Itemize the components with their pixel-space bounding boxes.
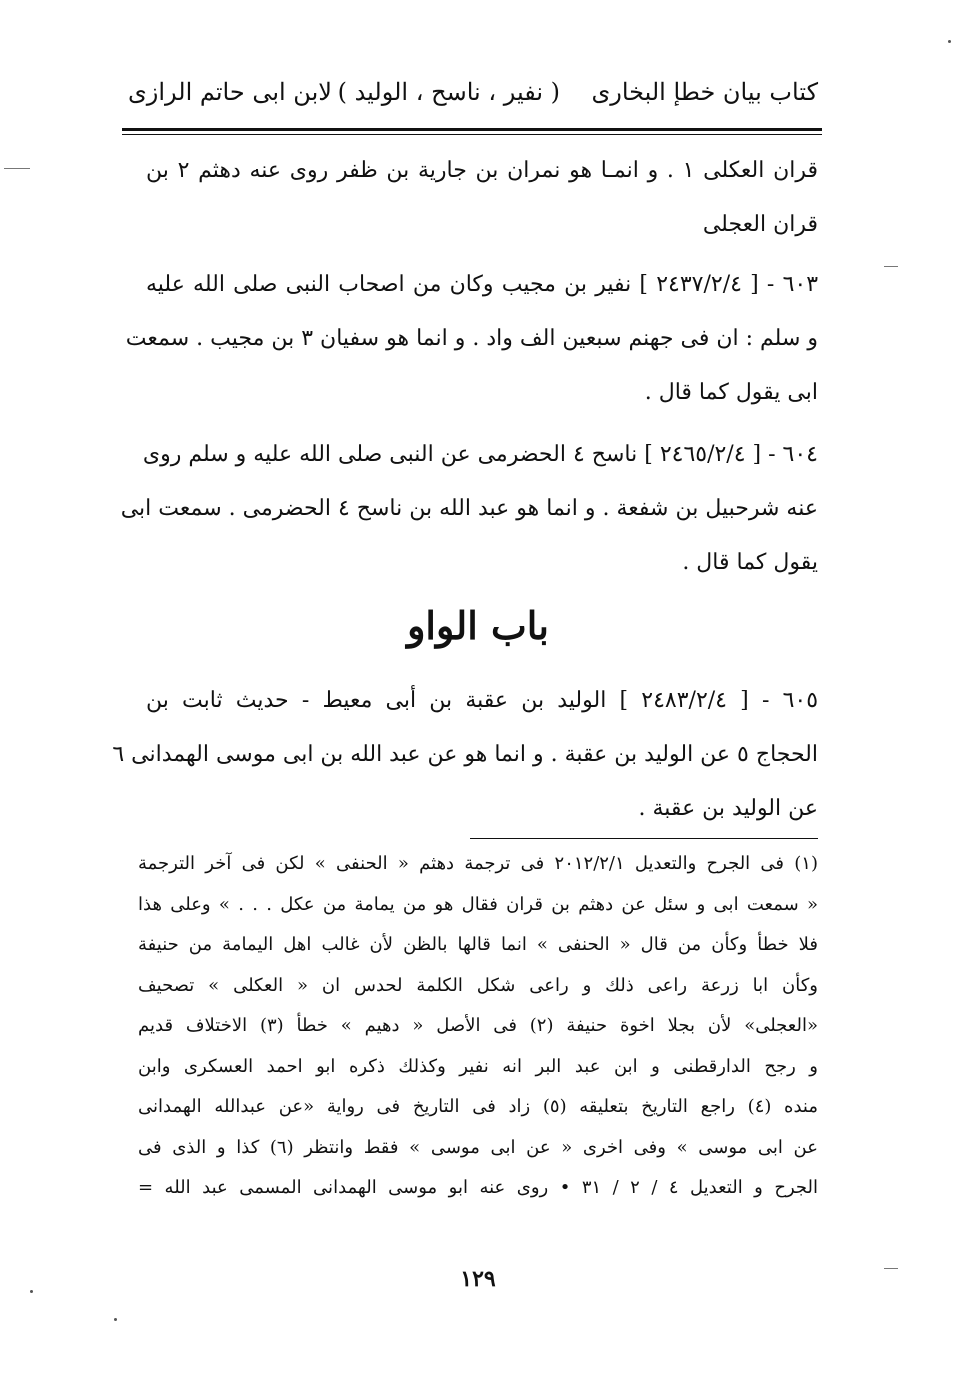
footnote-line: وكأن ابا زرعة راعى ذلك و راعى شكل الكلمة لحدس ان « العكلى » تصحيف bbox=[138, 974, 818, 996]
footnote-line: و رجح الدارقطنى و ابن عبد البر انه نفير وكذلك ذكره ابو احمد العسكرى وابن bbox=[138, 1055, 818, 1077]
running-header bbox=[128, 78, 818, 122]
header-author: لابن ابى حاتم الرازى bbox=[128, 78, 332, 106]
text-line: عن الوليد بن عقبة . bbox=[638, 796, 818, 821]
footnote-separator bbox=[470, 838, 818, 839]
entry-603 bbox=[125, 266, 819, 428]
footnote-line: منده (٤) راجع التاريخ بتعليقه (٥) زاد فى التاريخ فى رواية «عن عبدالله الهمدانى bbox=[138, 1096, 819, 1117]
scan-dot bbox=[948, 40, 951, 43]
footnote-line: «العجلى» لأن بجلا اخوة حنيفة (٢) فى الأصل « دهيم » خطأ (٣) الاختلاف قديم bbox=[138, 1015, 818, 1036]
chapter-heading: باب الواو bbox=[407, 603, 549, 648]
text-line: قران العجلى bbox=[702, 212, 818, 237]
text-line: ٦٠٣ - [ ٢٤٣٧/٢/٤ ] نفير بن مجيب وكان من اصحاب النبى صلى الله عليه bbox=[146, 272, 819, 297]
entry-continuation bbox=[146, 152, 818, 260]
footnote-line: (١) فى الجرح والتعديل ٢٠١٢/٢/١ فى ترجمة دهثم « الحنفى » لكن فى آخر الترجمة bbox=[138, 853, 818, 874]
entry-605 bbox=[112, 682, 819, 844]
text-line: و سلم : ان فى جهنم سبعين الف واد . و انما هو سفيان ٣ بن مجيب . سمعت bbox=[125, 326, 818, 351]
header-rule-thin bbox=[122, 134, 822, 135]
entry-604 bbox=[120, 436, 818, 598]
footnote-line: عن ابى موسى » وفى اخرى « عن ابى موسى » فقط وانتظر (٦) كذا و الذى فى bbox=[138, 1136, 818, 1158]
scan-dot bbox=[30, 1290, 33, 1293]
text-line: قران العكلى ١ . و انمـا هو نمران بن جارية بن ظفر روى عنه دهثم ٢ بن bbox=[146, 158, 818, 183]
text-line: ٦٠٥ - [ ٢٤٨٣/٢/٤ ] الوليد بن عقبة بن أبى معيط - حديث ثابت بن bbox=[146, 688, 819, 713]
footnote-line: الجرح و التعديل ٤ / ٢ / ٣١ • روى عنه ابو موسى الهمدانى المسمى عبد الله = bbox=[138, 1177, 818, 1198]
text-line: ٦٠٤ - [ ٢٤٦٥/٢/٤ ] ناسح ٤ الحضرمى عن النبى صلى الله عليه و سلم روى bbox=[142, 442, 818, 467]
scan-mark bbox=[884, 1268, 898, 1269]
header-rule-thick bbox=[122, 128, 822, 131]
scan-mark bbox=[4, 168, 30, 169]
text-line: عنه شرحبيل بن شفعة . و انما هو عبد الله بن ناسح ٤ الحضرمى . سمعت ابى bbox=[120, 496, 818, 521]
footnote-line: فلا خطأ وكأن من قال « الحنفى » انما قالها بالظن لأن غالب اهل اليمامة من حنيفة bbox=[138, 934, 818, 955]
footnote-line: « سمعت ابى و سئل عن دهثم بن قران فقال هو من يمامة من عكل . . . » وعلى هذا bbox=[138, 893, 818, 915]
text-line: الحجاج ٥ عن الوليد بن عقبة . و انما هو عن عبد الله بن ابى موسى الهمدانى ٦ bbox=[112, 742, 818, 767]
text-line: يقول كما قال . bbox=[682, 550, 818, 575]
header-book-title: كتاب بيان خطإ البخارى bbox=[591, 78, 818, 106]
page-number: ١٢٩ bbox=[460, 1266, 496, 1292]
scan-dot bbox=[114, 1318, 117, 1321]
footnotes bbox=[138, 850, 818, 1215]
scan-mark bbox=[884, 266, 898, 267]
text-line: ابى يقول كما قال . bbox=[644, 380, 818, 405]
header-entry-names: ( نفير ، ناسح ، الوليد ) bbox=[337, 78, 560, 106]
